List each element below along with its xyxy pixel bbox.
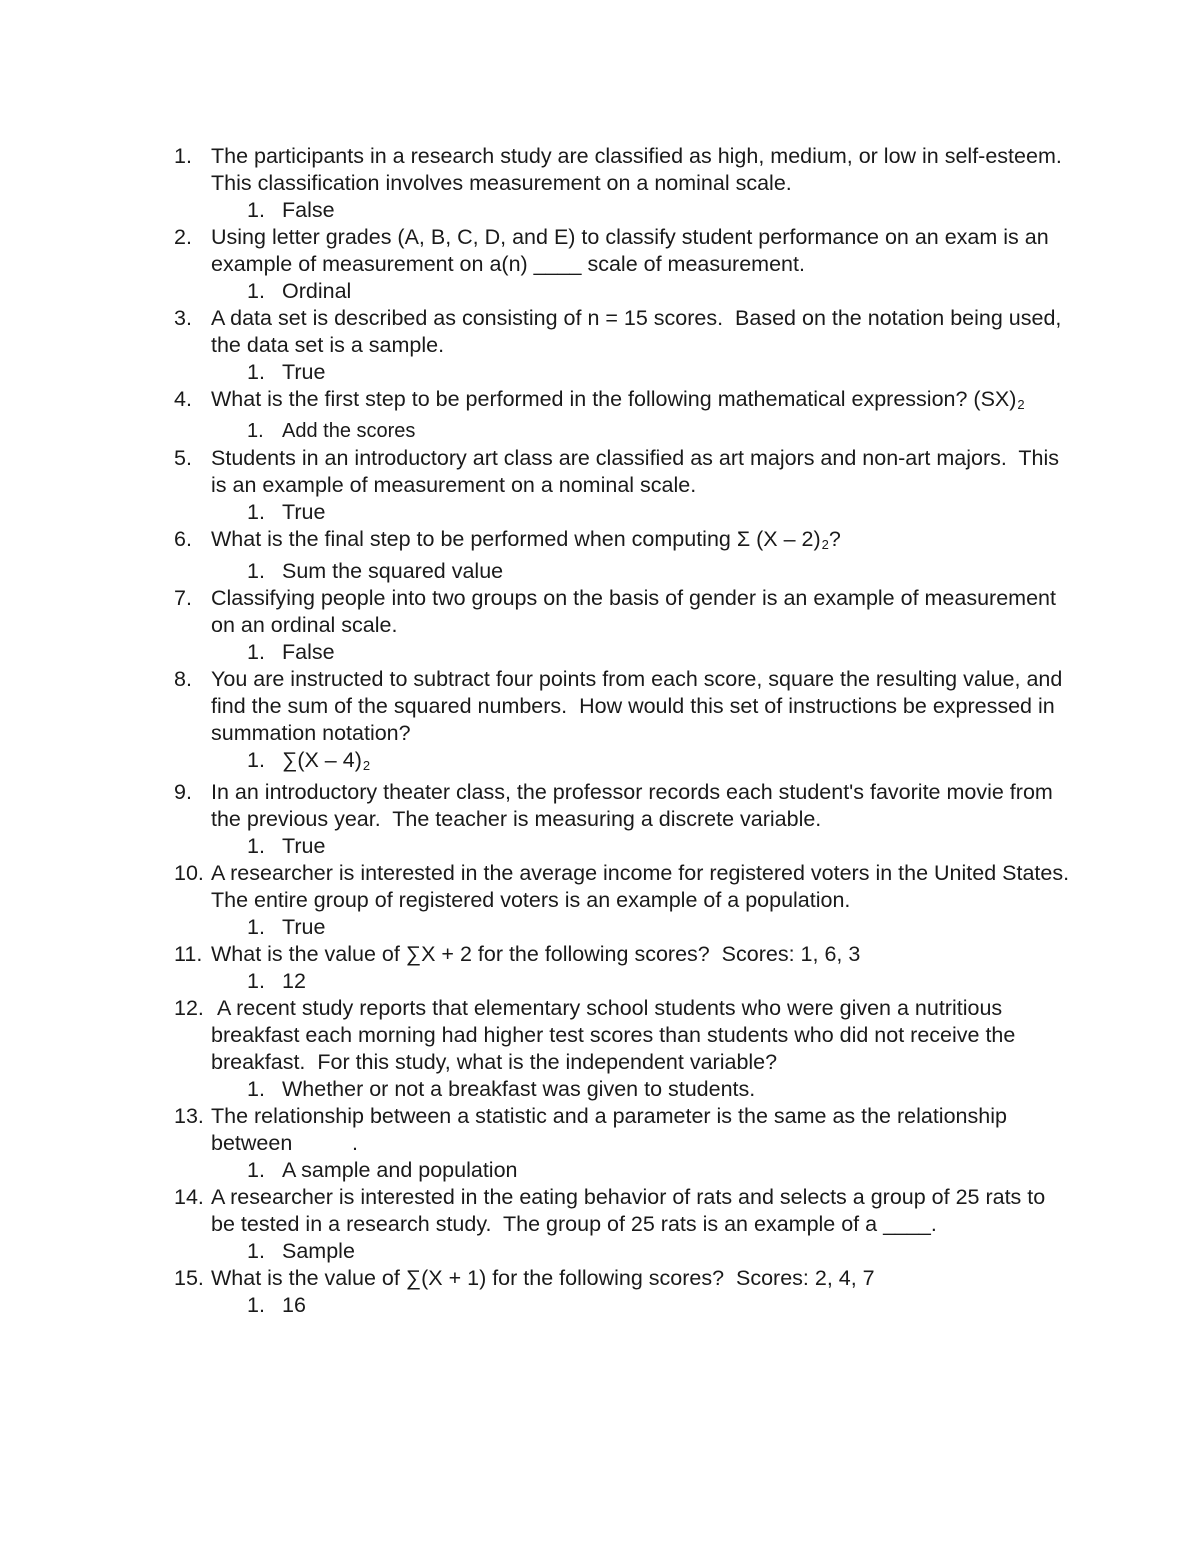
question-number: 8. xyxy=(174,667,192,691)
question-text: A researcher is interested in the average income for registered voters in the United States. The entire group of registered voters is an example of a population. xyxy=(211,861,1081,912)
question-item xyxy=(174,1184,1074,1265)
question-text: The relationship between a statistic and a parameter is the same as the relationship between . xyxy=(211,1104,1013,1155)
question-list xyxy=(174,143,1081,1319)
question-text: You are instructed to subtract four points from each score, square the resulting value, and find the sum of the squared numbers. How would this set of instructions be expressed in summation notation? xyxy=(211,667,1069,745)
answer-number: 1. xyxy=(247,198,265,222)
question-number: 5. xyxy=(174,446,192,470)
question-text: What is the value of ∑(X + 1) for the following scores? Scores: 2, 4, 7 xyxy=(211,1266,875,1290)
answer-text-main: ∑(X – 4) xyxy=(282,748,362,772)
question-number: 9. xyxy=(174,780,192,804)
answer-number: 1. xyxy=(247,1293,265,1317)
answer-text: True xyxy=(282,500,326,524)
question-item xyxy=(174,386,1074,445)
answer-number: 1. xyxy=(247,279,265,303)
question-text-main: What is the final step to be performed when computing Σ (X – 2) xyxy=(211,527,821,551)
question-number: 1. xyxy=(174,144,192,168)
answer-number: 1. xyxy=(247,1158,265,1182)
question-item xyxy=(174,666,1074,779)
superscript-two: 2 xyxy=(821,537,829,552)
answer-text: Add the scores xyxy=(282,420,416,442)
answer-text: Whether or not a breakfast was given to students. xyxy=(282,1077,756,1101)
question-text-end: ? xyxy=(828,527,841,551)
question-item xyxy=(174,995,1074,1103)
question-item xyxy=(174,860,1081,941)
answer-text xyxy=(282,747,1074,779)
answer-text: False xyxy=(282,640,335,664)
answer-number: 1. xyxy=(247,1239,265,1263)
answer-number: 1. xyxy=(247,915,265,939)
question-number: 6. xyxy=(174,527,192,551)
question-item xyxy=(174,445,1074,526)
question-text xyxy=(211,526,1074,558)
question-text xyxy=(211,386,1074,418)
question-text-main: What is the first step to be performed in the following mathematical expression? (SX) xyxy=(211,387,1017,411)
question-text: What is the value of ∑X + 2 for the following scores? Scores: 1, 6, 3 xyxy=(211,942,861,966)
answer-text: 12 xyxy=(282,969,306,993)
answer-number: 1. xyxy=(247,640,265,664)
question-number: 2. xyxy=(174,225,192,249)
answer-text: True xyxy=(282,360,326,384)
question-item xyxy=(174,941,1074,995)
question-number: 4. xyxy=(174,387,192,411)
question-item xyxy=(174,1265,1074,1319)
superscript-two: 2 xyxy=(1017,397,1025,412)
answer-text: A sample and population xyxy=(282,1158,518,1182)
question-text: In an introductory theater class, the professor records each student's favorite movie from the previous year. The teacher is measuring a discrete variable. xyxy=(211,780,1059,831)
answer-text: False xyxy=(282,198,335,222)
question-text: Using letter grades (A, B, C, D, and E) to classify student performance on an exam is an example of measurement on a(n) ____ scale of measurement. xyxy=(211,225,1055,276)
answer-number: 1. xyxy=(247,834,265,858)
answer-number: 1. xyxy=(247,748,265,772)
question-item xyxy=(174,779,1074,860)
question-number: 3. xyxy=(174,306,192,330)
answer-text: 16 xyxy=(282,1293,306,1317)
superscript-two: 2 xyxy=(362,758,371,773)
question-number: 13. xyxy=(174,1104,204,1128)
answer-text: Sample xyxy=(282,1239,355,1263)
question-text: Classifying people into two groups on the basis of gender is an example of measurement on an ordinal scale. xyxy=(211,586,1062,637)
question-item xyxy=(174,143,1074,224)
answer-number: 1. xyxy=(247,420,264,442)
question-text: A researcher is interested in the eating behavior of rats and selects a group of 25 rats to be tested in a research study. The group of 25 rats is an example of a ____. xyxy=(211,1185,1052,1236)
question-number: 15. xyxy=(174,1266,204,1290)
question-text: The participants in a research study are classified as high, medium, or low in self-esteem. This classification involves measurement on a nominal scale. xyxy=(211,144,1074,195)
question-item xyxy=(174,305,1074,386)
question-text: A data set is described as consisting of n = 15 scores. Based on the notation being used, the data set is a sample. xyxy=(211,306,1068,357)
question-item xyxy=(174,224,1074,305)
question-item xyxy=(174,1103,1074,1184)
question-number: 12. xyxy=(174,996,204,1020)
question-text: A recent study reports that elementary school students who were given a nutritious breakfast each morning had higher test scores than students who did not receive the breakfast. For this study, what is the independent variable? xyxy=(211,996,1022,1074)
answer-text: True xyxy=(282,834,326,858)
question-number: 7. xyxy=(174,586,192,610)
answer-number: 1. xyxy=(247,1077,265,1101)
question-number: 10. xyxy=(174,861,204,885)
question-number: 11. xyxy=(174,942,203,966)
answer-text: True xyxy=(282,915,326,939)
answer-number: 1. xyxy=(247,559,265,583)
question-item xyxy=(174,526,1074,585)
answer-number: 1. xyxy=(247,360,265,384)
answer-text: Sum the squared value xyxy=(282,559,504,583)
question-item xyxy=(174,585,1074,666)
answer-text: Ordinal xyxy=(282,279,352,303)
question-text: Students in an introductory art class are classified as art majors and non-art majors. This is an example of measurement on a nominal scale. xyxy=(211,446,1066,497)
answer-number: 1. xyxy=(247,500,265,524)
answer-number: 1. xyxy=(247,969,265,993)
question-number: 14. xyxy=(174,1185,204,1209)
